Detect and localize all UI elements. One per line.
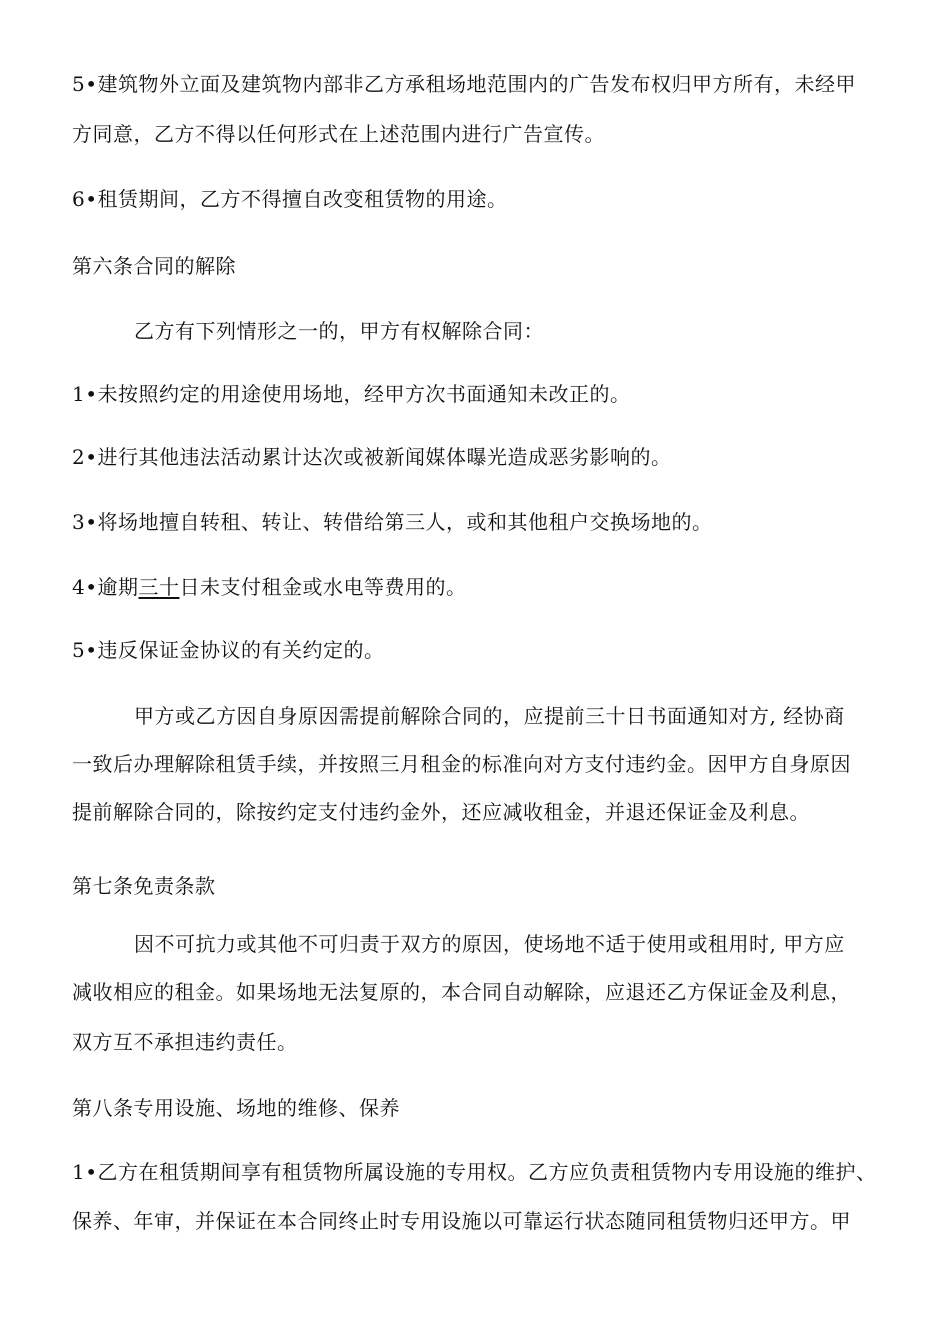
clause-6-usage: 6•租赁期间，乙方不得擅自改变租赁物的用途。 [72, 187, 508, 211]
force-majeure-line-1: 因不可抗力或其他不可归责于双方的原因，使场地不适于使用或租用时, 甲方应 [134, 932, 845, 956]
early-termination-line-1: 甲方或乙方因自身原因需提前解除合同的，应提前三十日书面通知对方, 经协商 [134, 704, 845, 728]
early-termination-line-2: 一致后办理解除租赁手续，并按照三月租金的标准向对方支付违约金。因甲方自身原因 [72, 752, 851, 776]
section-8-heading: 第八条专用设施、场地的维修、保养 [72, 1096, 400, 1120]
maintenance-item-1-line-2: 保养、年审，并保证在本合同终止时专用设施以可靠运行状态随同租赁物归还甲方。甲 [72, 1209, 851, 1233]
early-termination-line-3: 提前解除合同的，除按约定支付违约金外，还应减收租金，并退还保证金及利息。 [72, 800, 810, 824]
termination-item-3: 3•将场地擅自转租、转让、转借给第三人，或和其他租户交换场地的。 [72, 510, 713, 534]
termination-item-4-suffix: 日未支付租金或水电等费用的。 [179, 575, 467, 599]
termination-item-1: 1•未按照约定的用途使用场地，经甲方次书面通知未改正的。 [72, 382, 631, 406]
force-majeure-line-3: 双方互不承担违约责任。 [72, 1030, 298, 1054]
force-majeure-line-2: 减收相应的租金。如果场地无法复原的，本合同自动解除，应退还乙方保证金及利息， [72, 980, 851, 1004]
termination-item-4-days: 三十 [138, 575, 180, 599]
clause-5-advertising-line-1: 5•建筑物外立面及建筑物内部非乙方承租场地范围内的广告发布权归甲方所有，未经甲 [72, 72, 857, 96]
termination-item-4 [72, 573, 467, 601]
termination-item-5: 5•违反保证金协议的有关约定的。 [72, 638, 385, 662]
clause-5-advertising-line-2: 方同意，乙方不得以任何形式在上述范围内进行广告宣传。 [72, 122, 605, 146]
termination-item-2: 2•进行其他违法活动累计达次或被新闻媒体曝光造成恶劣影响的。 [72, 445, 672, 469]
section-6-heading: 第六条合同的解除 [72, 254, 236, 278]
maintenance-item-1-line-1: 1•乙方在租赁期间享有租赁物所属设施的专用权。乙方应负责租赁物内专用设施的维护、 [72, 1160, 877, 1184]
section-6-intro: 乙方有下列情形之一的，甲方有权解除合同： [134, 319, 544, 343]
section-7-heading: 第七条免责条款 [72, 874, 216, 898]
termination-item-4-prefix: 4•逾期 [72, 575, 139, 599]
